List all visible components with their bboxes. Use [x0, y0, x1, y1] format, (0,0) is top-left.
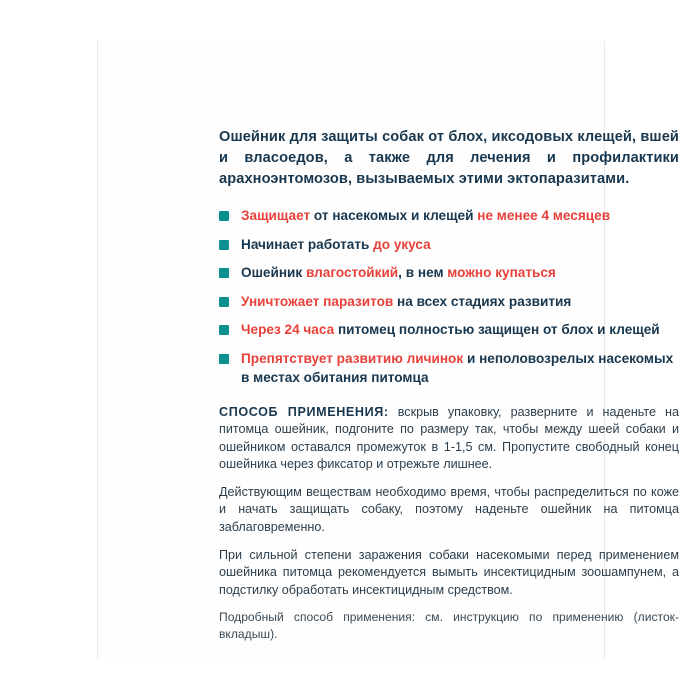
- product-headline: Ошейник для защиты собак от блох, иксодовых клещей, вшей и власоедов, а также для лечения и профилактики арахноэнтомозов, вызываемых этими эктопаразитами.: [219, 129, 679, 187]
- benefit-text-segment: питомец полностью защищен от блох и клещей: [337, 322, 660, 337]
- benefit-text-segment: не менее 4 месяцев: [477, 208, 611, 223]
- benefit-text-segment: Начинает работать: [241, 236, 374, 252]
- usage-instructions-first: [219, 404, 679, 474]
- benefit-text-segment: до укуса: [373, 236, 431, 252]
- carton-front-face: [97, 41, 679, 659]
- usage-title: СПОСОБ ПРИМЕНЕНИЯ:: [219, 404, 389, 419]
- benefit-text-segment: на всех стадиях развития: [397, 293, 572, 309]
- benefit-text-segment: , в нем: [398, 265, 448, 280]
- benefit-text-segment: Защищает: [241, 208, 314, 223]
- benefit-text-segment: и неполовозрелых насекомых в местах обитания питомца: [241, 350, 674, 385]
- benefit-text-segment: от насекомых и клещей: [313, 208, 478, 223]
- benefit-item: [219, 235, 679, 255]
- teal-square-bullet-icon: [219, 211, 229, 221]
- benefit-item: [219, 206, 679, 226]
- benefit-text-segment: влагостойкий: [305, 265, 399, 280]
- benefit-text-segment: Уничтожает паразитов: [241, 293, 398, 309]
- benefit-text-segment: Через 24 часа: [241, 322, 338, 337]
- usage-paragraph-3: При сильной степени заражения собаки насекомыми перед применением ошейника питомца рекомендуется вымыть инсектицидным зоошампунем, а подстилку обработать инсектицидным средством.: [219, 547, 679, 597]
- benefit-text-segment: Препятствует развитию личинок: [241, 350, 467, 366]
- teal-square-bullet-icon: [219, 268, 229, 278]
- teal-square-bullet-icon: [219, 325, 229, 335]
- benefit-item: [219, 320, 679, 340]
- usage-paragraph-2: Действующим веществам необходимо время, чтобы распределиться по коже и начать защищать собаку, поэтому наденьте ошейник на питомца заблаговременно.: [219, 484, 679, 535]
- teal-square-bullet-icon: [219, 240, 229, 250]
- usage-paragraph-1: вскрыв упаковку, разверните и наденьте на питомца ошейник, подгоните по размеру так, чтобы между шеей собаки и ошейником оставался промежуток в 1-1,5 см. Пропустите свободный конец ошейника через фиксатор и отрежьте лишнее.: [219, 404, 679, 472]
- benefit-item: [219, 292, 679, 312]
- benefit-item: [219, 263, 679, 283]
- teal-square-bullet-icon: [219, 354, 229, 364]
- usage-footnote: Подробный способ применения: см. инструкцию по применению (листок-вкладыш).: [219, 610, 679, 642]
- teal-square-bullet-icon: [219, 297, 229, 307]
- package-text-content: [219, 127, 679, 653]
- benefit-text-segment: Ошейник: [241, 265, 306, 280]
- benefit-item: [219, 349, 679, 388]
- benefits-list: [219, 206, 679, 388]
- benefit-text-segment: можно купаться: [447, 265, 556, 280]
